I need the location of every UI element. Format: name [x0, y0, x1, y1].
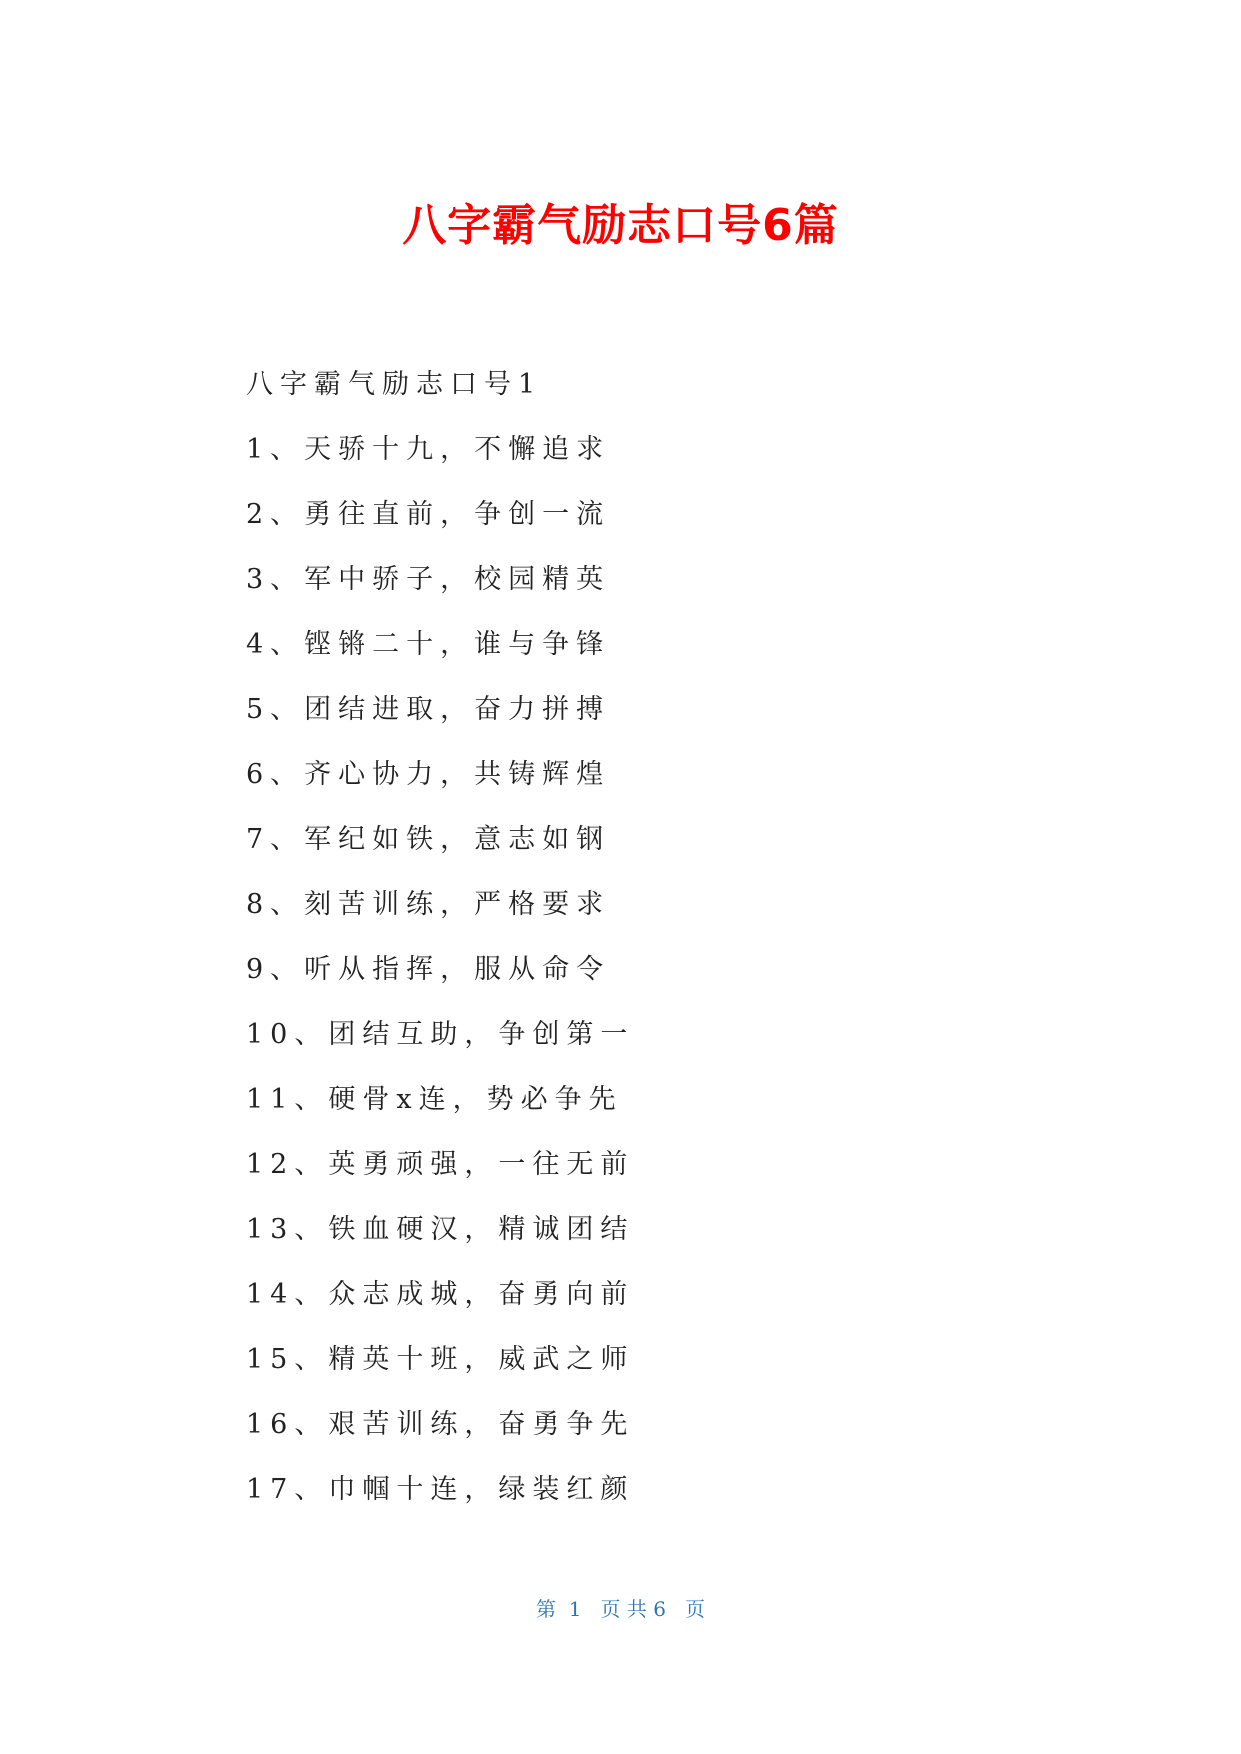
document-title: 八字霸气励志口号6篇 [402, 200, 839, 251]
section-heading: 八字霸气励志口号1 [246, 369, 543, 400]
slogan-item: 1、天骄十九，不懈追求 [246, 434, 611, 465]
slogan-item: 7、军纪如铁，意志如钢 [246, 824, 611, 855]
document-body [246, 352, 1006, 1522]
slogan-item: 14、众志成城，奋勇向前 [246, 1279, 635, 1310]
slogan-item: 12、英勇顽强，一往无前 [246, 1149, 635, 1180]
slogan-item: 13、铁血硬汉，精诚团结 [246, 1214, 635, 1245]
slogan-item: 8、刻苦训练，严格要求 [246, 889, 611, 920]
slogan-item: 9、听从指挥，服从命令 [246, 954, 611, 985]
slogan-item: 15、精英十班，威武之师 [246, 1344, 635, 1375]
slogan-item: 2、勇往直前，争创一流 [246, 499, 611, 530]
slogan-item: 16、艰苦训练，奋勇争先 [246, 1409, 635, 1440]
slogan-item: 11、硬骨x连，势必争先 [246, 1084, 623, 1115]
slogan-item: 5、团结进取，奋力拼搏 [246, 694, 611, 725]
page-footer: 第 1 页 共 6 页 [535, 1597, 706, 1621]
slogan-item: 10、团结互助，争创第一 [246, 1019, 635, 1050]
slogan-item: 6、齐心协力，共铸辉煌 [246, 759, 611, 790]
slogan-item: 4、铿锵二十，谁与争锋 [246, 629, 611, 660]
slogan-item: 3、军中骄子，校园精英 [246, 564, 611, 595]
slogan-item: 17、巾帼十连，绿装红颜 [246, 1474, 635, 1505]
